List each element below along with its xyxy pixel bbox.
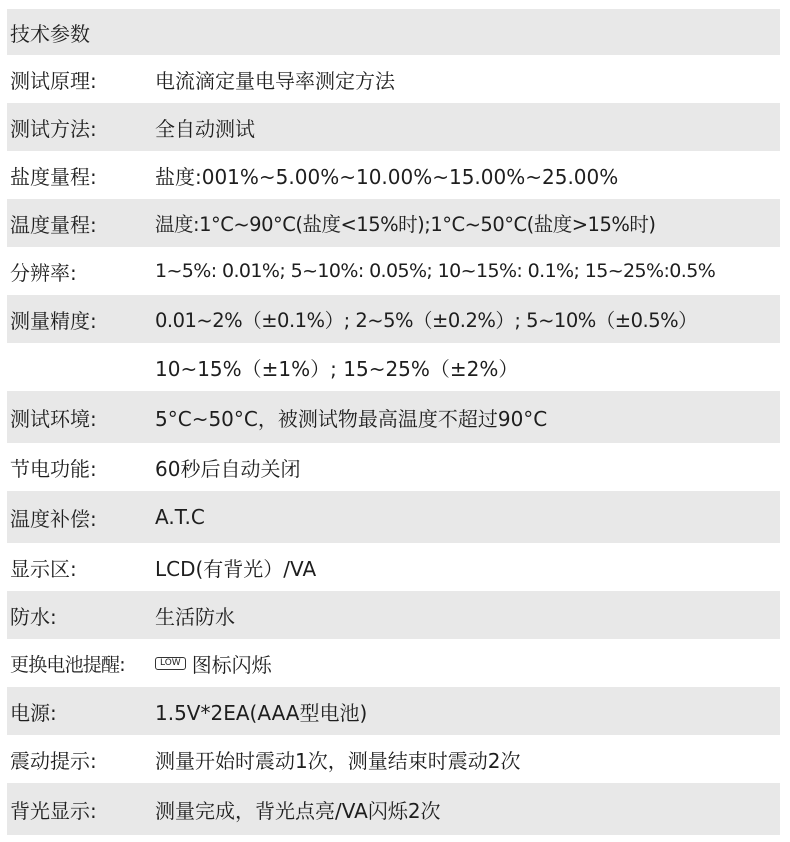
spec-value: 1~5%: 0.01%; 5~10%: 0.05%; 10~15%: 0.1%; 15~25%:0.5% — [155, 260, 716, 282]
spec-value: 全自动测试 — [155, 116, 255, 141]
spec-row-power-saving — [7, 443, 780, 491]
spec-label: 更换电池提醒: — [10, 653, 125, 676]
spec-label: 防水: — [10, 604, 57, 629]
spec-value: 10~15%（±1%）; 15~25%（±2%） — [155, 356, 519, 381]
spec-value: 盐度:001%~5.00%~10.00%~15.00%~25.00% — [155, 164, 619, 189]
spec-header-row — [7, 9, 780, 55]
low-battery-icon: LOW — [155, 657, 186, 670]
spec-row-accuracy — [7, 295, 780, 343]
spec-row-test-environment — [7, 391, 780, 443]
spec-value-text: 图标闪烁 — [191, 652, 272, 677]
spec-row-vibration — [7, 735, 780, 783]
spec-table — [7, 9, 780, 835]
spec-row-test-method — [7, 103, 780, 151]
spec-row-power — [7, 687, 780, 735]
spec-label: 显示区: — [10, 556, 77, 581]
spec-row-backlight — [7, 783, 780, 835]
spec-row-accuracy-continued — [7, 343, 780, 391]
spec-label: 背光显示: — [10, 798, 97, 823]
spec-table-title: 技术参数 — [10, 21, 90, 46]
spec-label: 节电功能: — [10, 456, 97, 481]
spec-value: 生活防水 — [155, 604, 235, 629]
spec-label: 测试原理: — [10, 68, 97, 93]
spec-row-test-principle — [7, 55, 780, 103]
spec-label: 震动提示: — [10, 748, 97, 773]
spec-label: 测试环境: — [10, 406, 97, 431]
spec-label: 温度量程: — [10, 212, 97, 237]
spec-value: 60秒后自动关闭 — [155, 456, 301, 481]
spec-value: A.T.C — [155, 505, 205, 529]
spec-label: 电源: — [10, 700, 57, 725]
spec-row-resolution — [7, 247, 780, 295]
spec-row-display — [7, 543, 780, 591]
spec-row-waterproof — [7, 591, 780, 639]
spec-value: LCD(有背光）/VA — [155, 556, 317, 581]
spec-row-salinity-range — [7, 151, 780, 199]
spec-label: 测试方法: — [10, 116, 97, 141]
spec-value: 0.01~2%（±0.1%）; 2~5%（±0.2%）; 5~10%（±0.5%） — [155, 309, 698, 332]
spec-row-temperature-range — [7, 199, 780, 247]
spec-row-battery-reminder — [7, 639, 780, 687]
spec-value: 测量开始时震动1次，测量结束时震动2次 — [155, 748, 521, 773]
spec-value: 1.5V*2EA(AAA型电池) — [155, 700, 368, 725]
spec-value: 电流滴定量电导率测定方法 — [155, 68, 395, 93]
spec-value: 5°C~50°C，被测试物最高温度不超过90°C — [155, 406, 548, 431]
spec-label: 温度补偿: — [10, 506, 97, 531]
spec-value — [155, 639, 272, 687]
spec-label: 测量精度: — [10, 308, 97, 333]
spec-label: 盐度量程: — [10, 164, 97, 189]
spec-value: 温度:1°C~90°C(盐度<15%时);1°C~50°C(盐度>15%时) — [155, 213, 656, 236]
spec-row-temperature-compensation — [7, 491, 780, 543]
spec-value: 测量完成，背光点亮/VA闪烁2次 — [155, 798, 441, 823]
spec-label: 分辨率: — [10, 260, 77, 285]
